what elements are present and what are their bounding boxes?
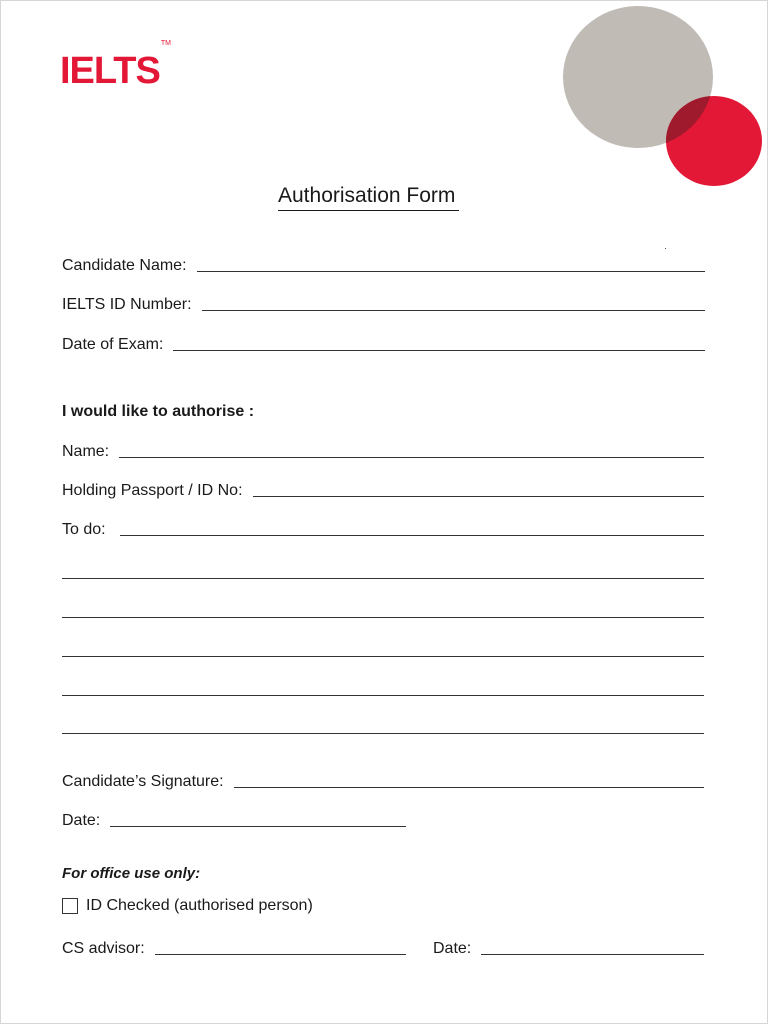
candidate-name-field[interactable]	[62, 257, 705, 275]
todo-blank-line[interactable]	[62, 617, 704, 618]
cs-advisor-label: CS advisor:	[62, 940, 145, 957]
todo-blank-line[interactable]	[62, 695, 704, 696]
office-date-line[interactable]	[481, 953, 704, 955]
cs-advisor-line[interactable]	[155, 953, 406, 955]
logo-text: IELTS	[60, 50, 160, 92]
ielts-id-label: IELTS ID Number:	[62, 296, 192, 313]
authorise-heading: I would like to authorise :	[62, 403, 255, 420]
passport-label: Holding Passport / ID No:	[62, 482, 243, 499]
office-use-heading: For office use only:	[62, 865, 201, 882]
authorised-name-line[interactable]	[119, 456, 704, 458]
form-title: Authorisation Form	[278, 184, 459, 211]
decorative-circle-overlap	[563, 6, 713, 148]
id-checked-checkbox[interactable]	[62, 898, 78, 914]
todo-blank-line[interactable]	[62, 733, 704, 734]
authorised-name-label: Name:	[62, 443, 110, 460]
logo-trademark: TM	[160, 40, 171, 48]
candidate-name-label: Candidate Name:	[62, 257, 187, 274]
todo-blank-line[interactable]	[62, 578, 704, 579]
todo-blank-line[interactable]	[62, 656, 704, 657]
signature-label: Candidate’s Signature:	[62, 773, 224, 790]
exam-date-label: Date of Exam:	[62, 336, 164, 353]
cs-advisor-field[interactable]	[62, 940, 406, 958]
id-checked-row[interactable]	[62, 897, 313, 915]
id-checked-label: ID Checked (authorised person)	[86, 897, 313, 914]
signature-date-line[interactable]	[110, 825, 406, 827]
candidate-name-line[interactable]	[197, 270, 705, 272]
exam-date-line[interactable]	[173, 349, 705, 351]
authorised-name-field[interactable]	[62, 443, 704, 461]
passport-line[interactable]	[253, 495, 704, 497]
signature-line[interactable]	[234, 786, 704, 788]
signature-date-label: Date:	[62, 812, 101, 829]
office-date-field[interactable]	[433, 940, 704, 958]
office-date-label: Date:	[433, 940, 472, 957]
todo-line[interactable]	[120, 534, 704, 536]
passport-field[interactable]	[62, 482, 704, 500]
ielts-id-field[interactable]	[62, 296, 705, 314]
signature-date-field[interactable]	[62, 812, 406, 830]
todo-label: To do:	[62, 521, 106, 538]
signature-field[interactable]	[62, 773, 704, 791]
ielts-id-line[interactable]	[202, 309, 705, 311]
stray-dot	[665, 248, 666, 249]
exam-date-field[interactable]	[62, 336, 705, 354]
ielts-logo	[60, 40, 171, 92]
todo-field[interactable]	[62, 521, 704, 539]
